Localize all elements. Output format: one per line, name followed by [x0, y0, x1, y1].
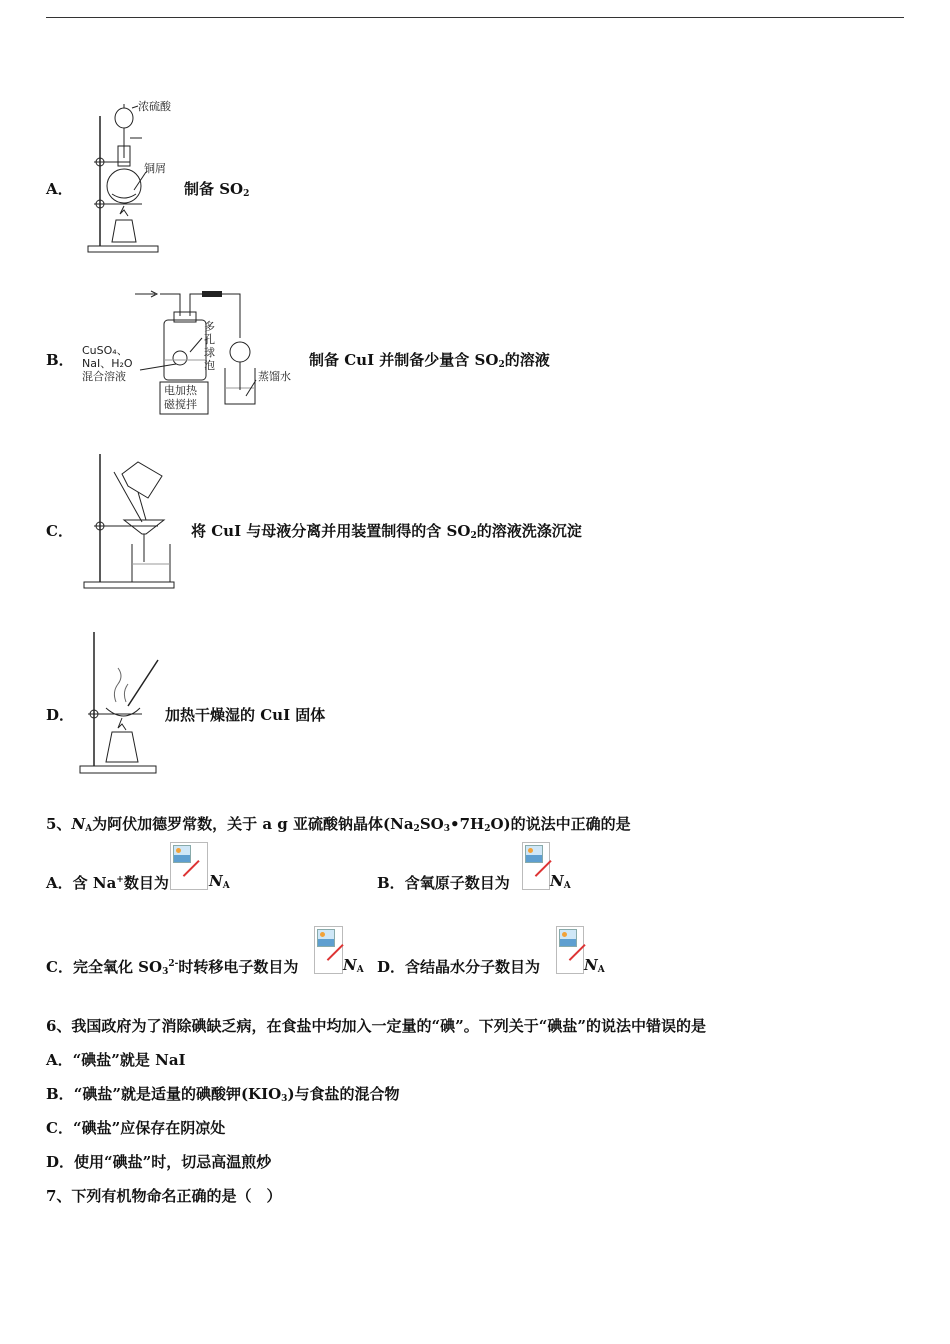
q6-option-c: C．“碘盐”应保存在阴凉处 — [46, 1119, 226, 1137]
figure-evaporation — [78, 628, 163, 776]
label-mix-solution: 混合溶液 — [82, 370, 126, 383]
q7-stem: 7、下列有机物命名正确的是（ ） — [46, 1187, 282, 1205]
figure-so2-generator — [80, 98, 190, 258]
broken-image-icon — [522, 842, 550, 890]
label-copper: 铜屑 — [144, 162, 166, 175]
q5-a-na: $N_A$ — [209, 872, 230, 891]
q6-stem: 6、我国政府为了消除碘缺乏病，在食盐中均加入一定量的“碘”。下列关于“碘盐”的说法中错误的是 — [46, 1017, 706, 1035]
label-cuso4: CuSO₄、 — [82, 344, 128, 357]
broken-image-icon — [170, 842, 208, 890]
q6-option-b: B．“碘盐”就是适量的碘酸钾$(KIO_3)$与食盐的混合物 — [46, 1085, 400, 1104]
q5-b-na: $N_A$ — [550, 872, 571, 891]
q6-option-d: D．使用“碘盐”时，切忌高温煎炒 — [46, 1153, 272, 1171]
label-porous-1: 多 — [204, 320, 215, 333]
q5-option-d: D．含结晶水分子数目为 — [377, 958, 541, 976]
figure-filtration — [80, 452, 180, 592]
label-stirrer-1: 电加热 — [164, 384, 197, 397]
option-b-text: 制备 CuI 并制备少量含 $SO_2$的溶液 — [309, 351, 550, 370]
option-a-text: 制备 $SO_2$ — [184, 180, 250, 199]
option-c-text: 将 CuI 与母液分离并用装置制得的含 $SO_2$的溶液洗涤沉淀 — [191, 522, 582, 541]
q5-stem: 5、$N_A$为阿伏加德罗常数，关于 a g 亚硫酸钠晶体$(Na_2SO_3•7H_2O)$的说法中正确的是 — [46, 815, 631, 834]
label-conc-acid: 浓硫酸 — [138, 100, 171, 113]
label-porous-4: 泡 — [204, 359, 215, 372]
label-distilled-water: 蒸馏水 — [258, 370, 291, 383]
label-stirrer-2: 磁搅拌 — [164, 398, 197, 411]
label-porous-2: 孔 — [204, 333, 215, 346]
option-c-letter: C． — [46, 522, 73, 540]
q5-option-b: B．含氧原子数目为 — [377, 874, 510, 892]
q5-option-c: C．完全氧化 $SO_3^{2-}$时转移电子数目为 — [46, 958, 299, 977]
q5-c-na: $N_A$ — [343, 956, 364, 975]
q6-option-a: A．“碘盐”就是 NaI — [46, 1051, 186, 1069]
q5-d-na: $N_A$ — [584, 956, 605, 975]
option-a-letter: A． — [46, 180, 73, 198]
broken-image-icon — [556, 926, 584, 974]
broken-image-icon — [314, 926, 343, 974]
q5-option-a: A．含 Na+数目为 — [46, 874, 169, 892]
option-b-letter: B． — [46, 351, 74, 369]
option-d-text: 加热干燥湿的 CuI 固体 — [165, 706, 326, 724]
label-nai-h2o: NaI、H₂O — [82, 357, 133, 370]
label-porous-3: 球 — [204, 346, 215, 359]
header-rule — [46, 17, 904, 18]
figure-cui-apparatus — [80, 288, 305, 418]
option-d-letter: D． — [46, 706, 75, 724]
